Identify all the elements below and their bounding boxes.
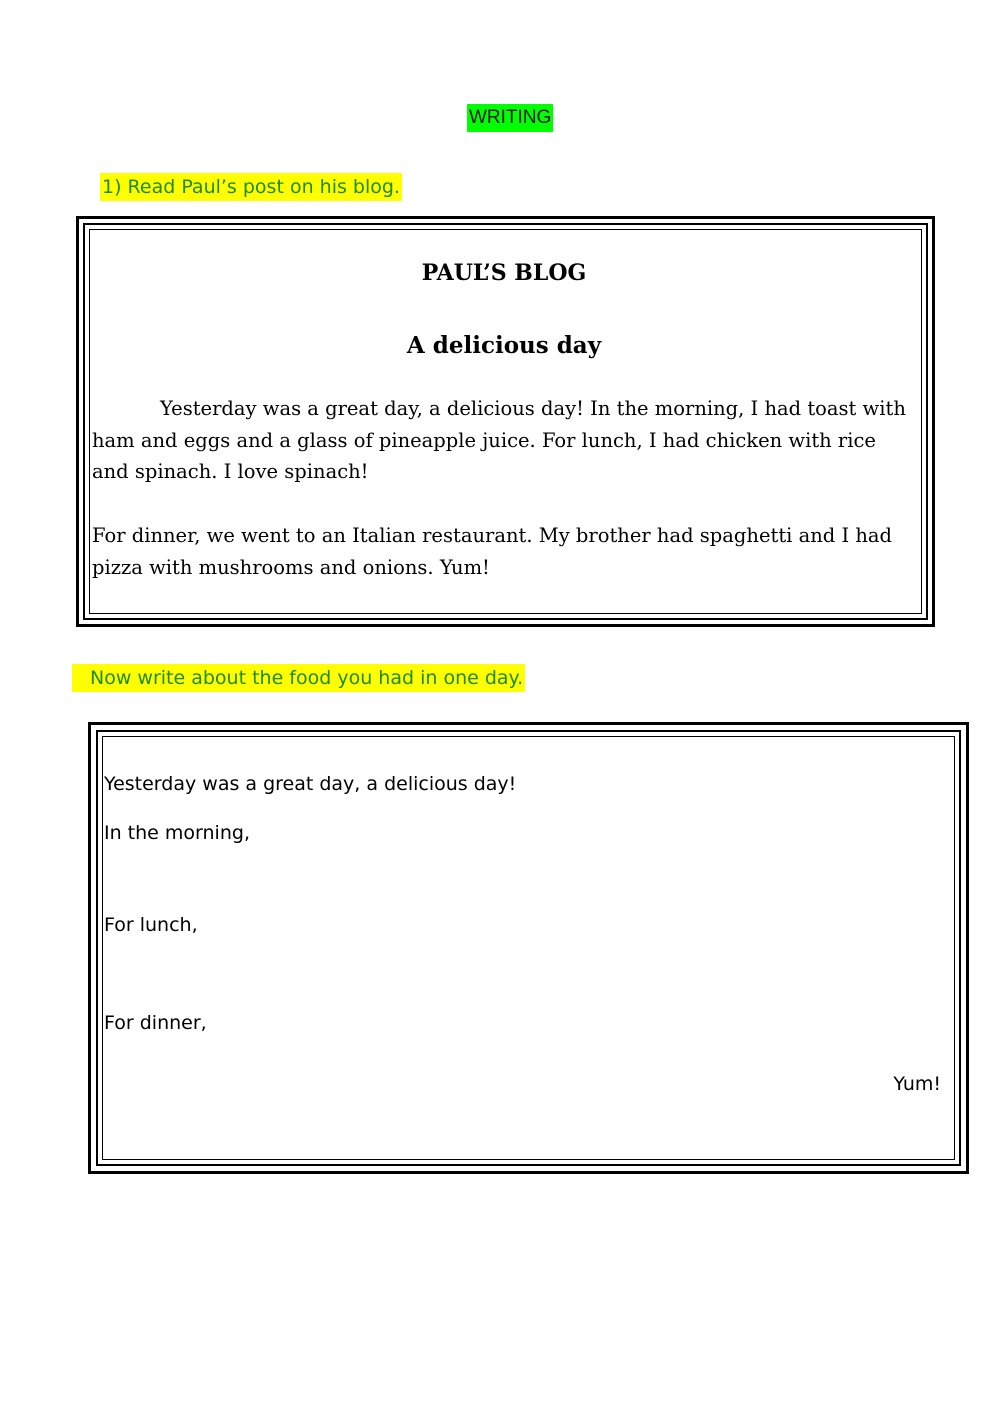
- writing-prompt-closing: Yum!: [893, 1073, 941, 1095]
- blog-post-title: A delicious day: [406, 332, 602, 359]
- writing-prompt-opening: Yesterday was a great day, a delicious day!: [104, 773, 517, 795]
- worksheet-heading: WRITING: [467, 104, 553, 132]
- instruction-write: Now write about the food you had in one day.: [72, 664, 525, 692]
- writing-prompt-dinner: For dinner,: [104, 1012, 207, 1034]
- writing-prompt-lunch: For lunch,: [104, 914, 198, 936]
- instruction-read: 1) Read Paul’s post on his blog.: [100, 173, 402, 201]
- blog-paragraph-2: For dinner, we went to an Italian restaurant. My brother had spaghetti and I had pizza with mushrooms and onions. Yum!: [92, 524, 893, 579]
- blog-title: PAUL’S BLOG: [421, 260, 587, 286]
- writing-prompt-morning: In the morning,: [104, 822, 250, 844]
- writing-frame-innermost-border: [102, 736, 955, 1160]
- blog-paragraph-1: Yesterday was a great day, a delicious day! In the morning, I had toast with ham and eggs and a glass of pineapple juice. For lunch, I had chicken with rice and spinach. I love spinach!: [92, 397, 906, 483]
